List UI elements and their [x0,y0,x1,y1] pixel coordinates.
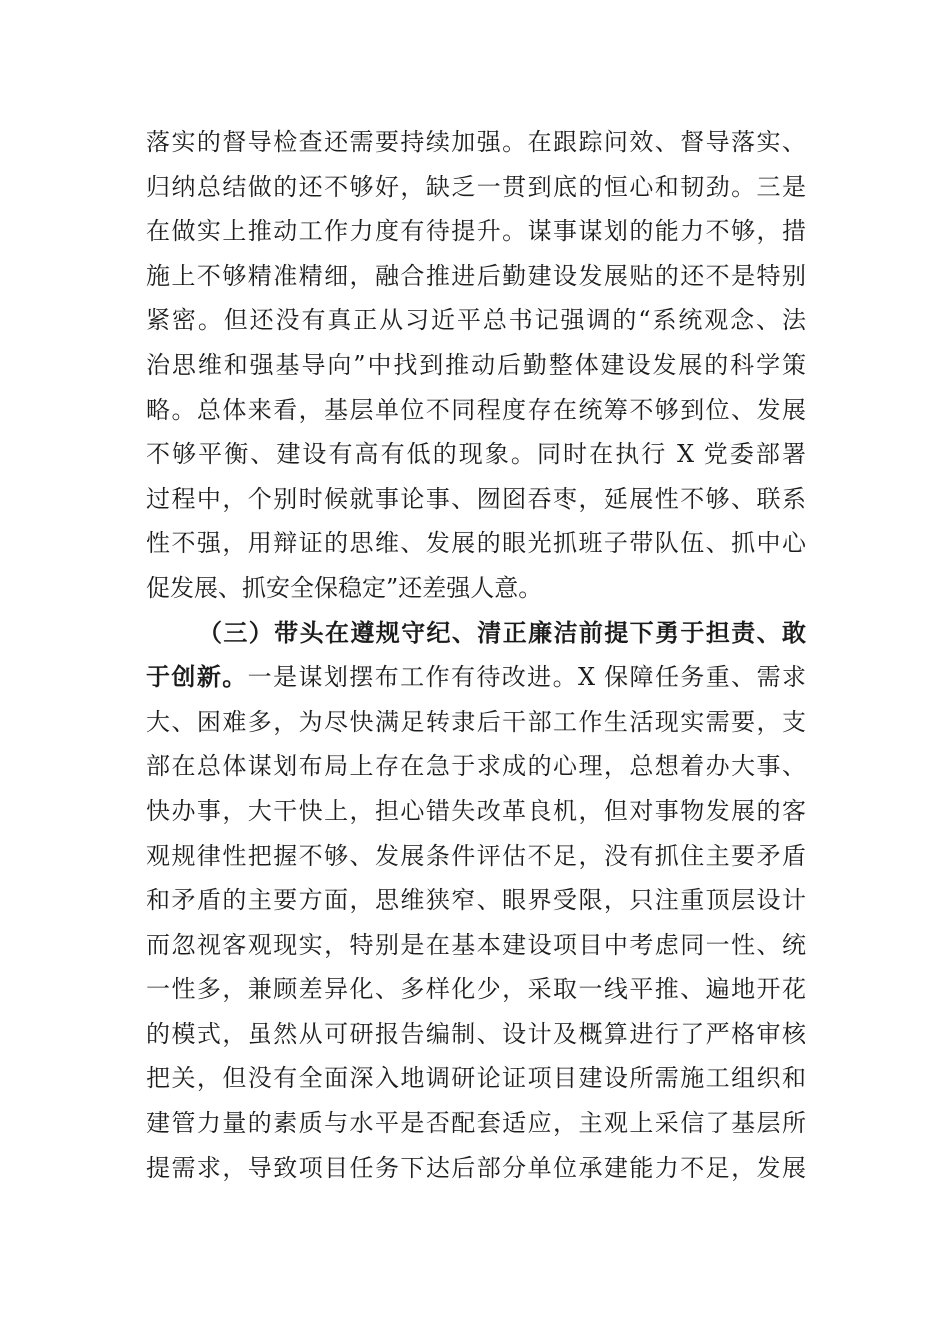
text-line: 一性多，兼顾差异化、多样化少，采取一线平推、遍地开花 [146,975,806,1004]
text-line: 把关，但没有全面深入地调研论证项目建设所需施工组织和 [146,1064,806,1093]
text-line: 施上不够精准精细，融合推进后勤建设发展贴的还不是特别 [146,261,806,290]
text-line: 大、困难多，为尽快满足转隶后干部工作生活现实需要，支 [146,707,806,736]
text-line: 治思维和强基导向”中找到推动后勤整体建设发展的科学策 [146,350,806,379]
text-line: 性不强，用辩证的思维、发展的眼光抓班子带队伍、抓中心 [146,529,806,558]
text-line: 归纳总结做的还不够好，缺乏一贯到底的恒心和韧劲。三是 [146,172,806,201]
text-line: 提需求，导致项目任务下达后部分单位承建能力不足，发展 [146,1153,806,1182]
section-heading-end: 于创新。 [146,662,248,692]
text-line: 紧密。但还没有真正从习近平总书记强调的“系统观念、法 [146,306,806,335]
text-line: 快办事，大干快上，担心错失改革良机，但对事物发展的客 [146,796,806,825]
text-line: 落实的督导检查还需要持续加强。在跟踪问效、督导落实、 [146,128,806,156]
text-line: 观规律性把握不够、发展条件评估不足，没有抓住主要矛盾 [146,841,806,870]
text-line: 和矛盾的主要方面，思维狭窄、眼界受限，只注重顶层设计 [146,886,806,915]
text-line: 过程中，个别时候就事论事、囫囵吞枣，延展性不够、联系 [146,484,806,513]
text-line: 不够平衡、建设有高有低的现象。同时在执行 X 党委部署 [146,440,806,469]
paragraph-1 [146,120,806,611]
body-text: 一是谋划摆布工作有待改进。X 保障任务重、需求 [247,663,806,692]
section-heading-line: （三）带头在遵规守纪、清正廉洁前提下勇于担责、敢 [198,617,806,647]
text-line: 而忽视客观现实，特别是在基本建设项目中考虑同一性、统 [146,930,806,959]
text-line: 建管力量的素质与水平是否配套适应，主观上采信了基层所 [146,1109,806,1138]
text-line: 在做实上推动工作力度有待提升。谋事谋划的能力不够，措 [146,217,806,246]
text-line: 促发展、抓安全保稳定”还差强人意。 [146,573,543,602]
text-line: 的模式，虽然从可研报告编制、设计及概算进行了严格审核 [146,1019,806,1048]
text-line [146,655,806,700]
text-line: 略。总体来看，基层单位不同程度存在统筹不够到位、发展 [146,395,806,424]
text-line: 部在总体谋划布局上存在急于求成的心理，总想着办大事、 [146,752,806,781]
document-body [146,120,806,1190]
paragraph-2 [146,611,806,1191]
